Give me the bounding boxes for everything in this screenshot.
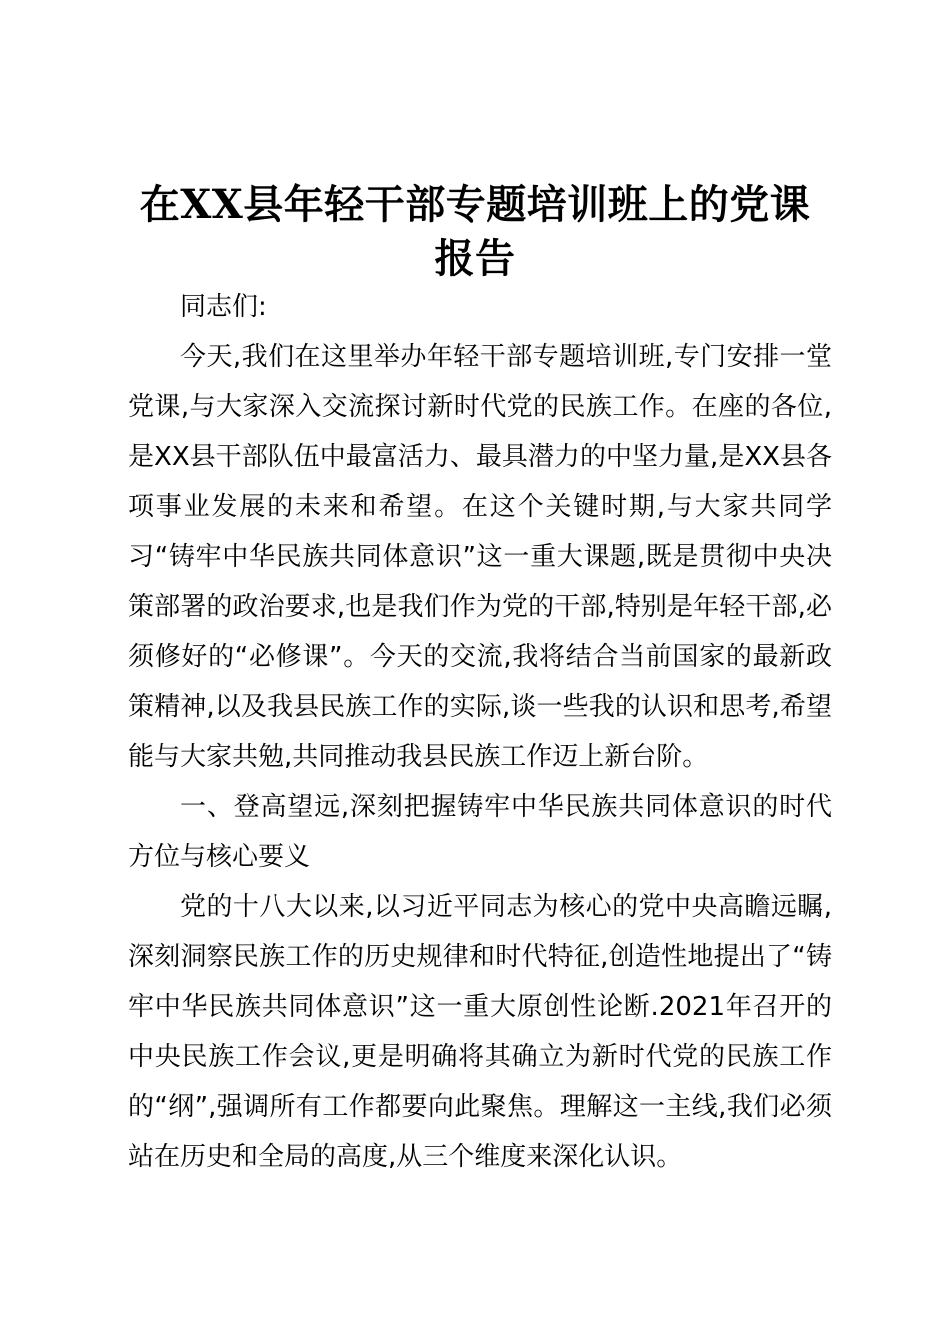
document-body (128, 282, 832, 1182)
paragraph-section-1: 党的十八大以来,以习近平同志为核心的党中央高瞻远瞩,深刻洞察民族工作的历史规律和时代特征,创造性地提出了“铸牢中华民族共同体意识”这一重大原创性论断.2021年召开的中央民族工作会议,更是明确将其确立为新时代党的民族工作的“纲”,强调所有工作都要向此聚焦。理解这一主线,我们必须站在历史和全局的高度,从三个维度来深化认识。 (128, 892, 832, 1172)
paragraph-intro: 今天,我们在这里举办年轻干部专题培训班,专门安排一堂党课,与大家深入交流探讨新时代党的民族工作。在座的各位,是XX县干部队伍中最富活力、最具潜力的中坚力量,是XX县各项事业发展的未来和希望。在这个关键时期,与大家共同学习“铸牢中华民族共同体意识”这一重大课题,既是贯彻中央决策部署的政治要求,也是我们作为党的干部,特别是年轻干部,必须修好的“必修课”。今天的交流,我将结合当前国家的最新政策精神,以及我县民族工作的实际,谈一些我的认识和思考,希望能与大家共勉,共同推动我县民族工作迈上新台阶。 (128, 342, 832, 772)
document-title: 在XX县年轻干部专题培训班上的党课报告 (139, 181, 811, 282)
section-heading-1: 一、登高望远,深刻把握铸牢中华民族共同体意识的时代方位与核心要义 (128, 792, 832, 872)
salutation: 同志们: (180, 292, 267, 322)
